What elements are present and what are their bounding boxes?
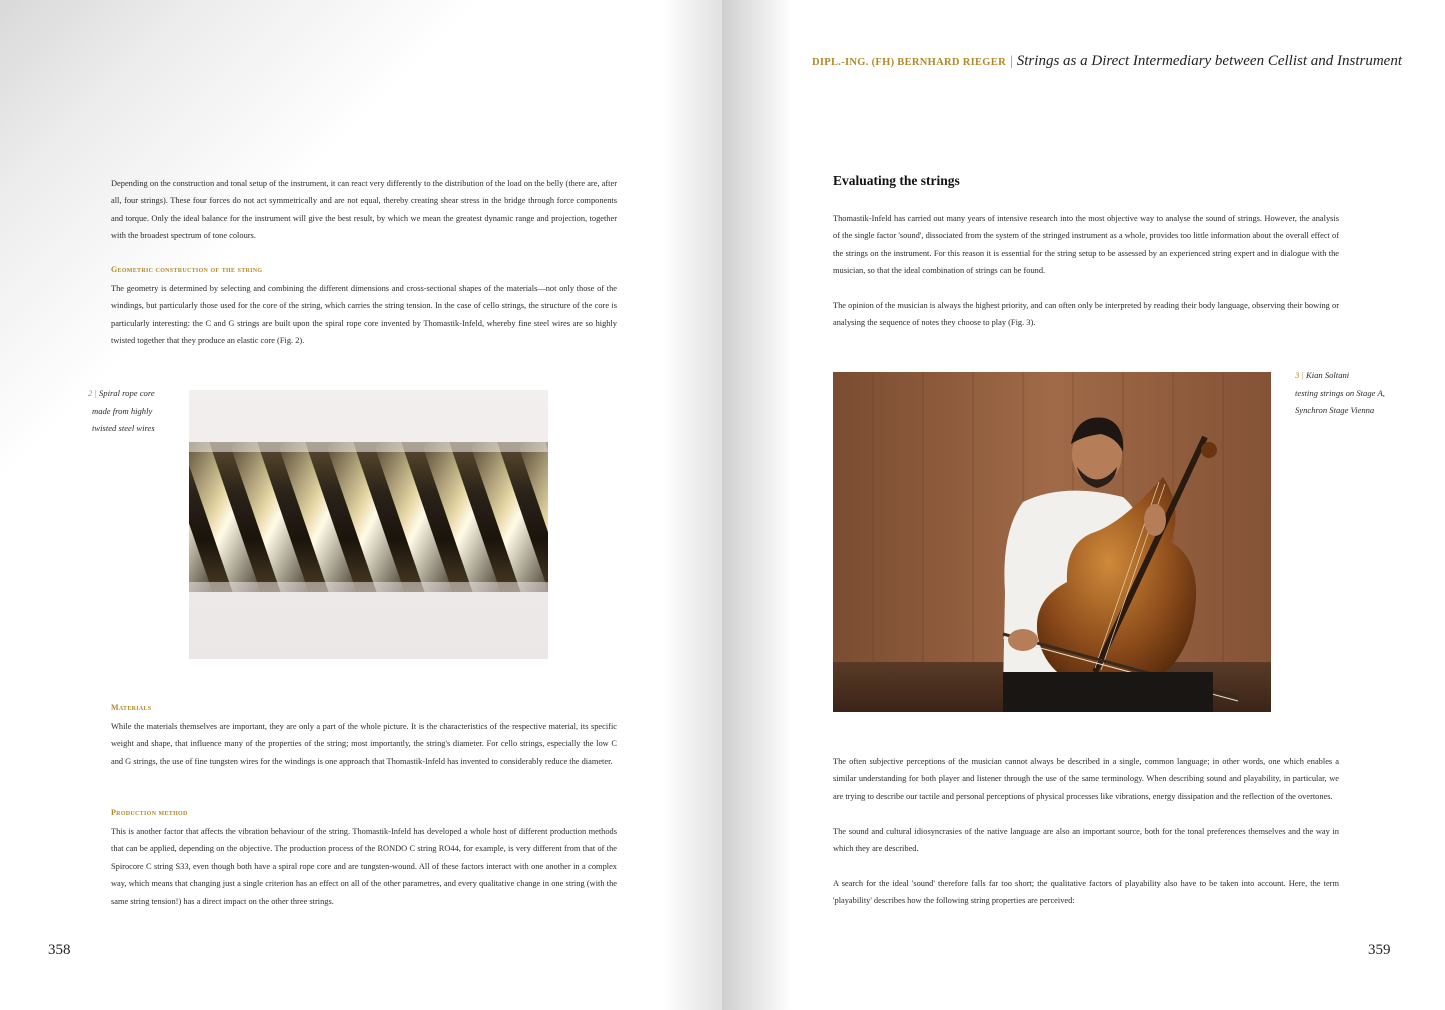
figure2-caption-line1: Spiral rope core bbox=[98, 388, 155, 398]
materials-paragraph: While the materials themselves are important, they are only a part of the whole picture. It is the characteristics of the respective material, its specific weight and shape, that influence many of the properties of the string; most importantly, the string's diameter. For cello strings, especially the low C and G strings, the use of fine tungsten wires for the windings is one approach that Thomastik-Infeld has invented to considerably reduce the diameter. bbox=[111, 722, 617, 766]
page-number-right: 359 bbox=[1368, 942, 1391, 958]
intro-paragraph: Depending on the construction and tonal setup of the instrument, it can react very differently to the distribution of the load on the belly (there are, after all, four strings). These four forces do not act symmetrically and are not equal, thereby creating shear stress in the bridge through force components and torque. Only the ideal balance for the instrument will give the best result, by which we mean the greatest dynamic range and projection, together with the broadest spectrum of tone colours. bbox=[111, 179, 617, 241]
figure3-caption-line3: Synchron Stage Vienna bbox=[1295, 405, 1375, 415]
running-header bbox=[812, 52, 1402, 70]
figure2-spiral-rope-image bbox=[189, 390, 548, 659]
left-page bbox=[0, 0, 722, 1010]
figure3-caption-line1: Kian Soltani bbox=[1305, 370, 1350, 380]
materials-heading: Materials bbox=[111, 703, 152, 712]
section-heading: Evaluating the strings bbox=[833, 173, 960, 188]
figure2-number: 2 bbox=[88, 388, 93, 398]
geometric-heading: Geometric construction of the string bbox=[111, 265, 263, 274]
header-author: DIPL.-ING. (FH) BERNHARD RIEGER bbox=[812, 57, 1006, 68]
production-paragraph: This is another factor that affects the vibration behaviour of the string. Thomastik-Infeld has developed a whole host of different production methods that can be applied, depending on the objective. The production process of the RONDO C string RO44, for example, is very different from that of the Spirocore C string S33, even though both have a spiral rope core and are tungsten-wound. All of these factors interact with one another in a complex way, which means that changing just a single criterion has an effect on all of the other parametres, and every qualitative change in one string (with the same string tension!) has a direct impact on the other three strings. bbox=[111, 827, 617, 906]
figure3-caption-line2: testing strings on Stage A, bbox=[1295, 387, 1385, 398]
right-page bbox=[722, 0, 1445, 1010]
figure3-cellist-photo bbox=[833, 372, 1271, 712]
page-number-left: 358 bbox=[48, 942, 71, 958]
cellist-illustration bbox=[833, 372, 1271, 712]
figure3-number: 3 bbox=[1295, 370, 1300, 380]
spiral-rope-illustration bbox=[189, 390, 548, 659]
paragraph-4: The sound and cultural idiosyncrasies of the native language are also an important source, both for the tonal preferences themselves and the way in which they are described. bbox=[833, 827, 1339, 854]
figure3-caption: 3 | Kian Soltani testing strings on Stage A, Synchron Stage Vienna bbox=[1295, 370, 1385, 415]
paragraph-1: Thomastik-Infeld has carried out many years of intensive research into the most objective way to analyse the sound of strings. However, the analysis of the single factor 'sound', dissociated from the system of the stringed instrument as a whole, provides too little information about the overall effect of the strings on the instrument. For this reason it is essential for the string setup to be assessed by an experienced string expert and in dialogue with the musician, so that the ideal combination of strings can be found. bbox=[833, 214, 1339, 276]
paragraph-5: A search for the ideal 'sound' therefore falls far too short; the qualitative factors of playability also have to be taken into account. Here, the term 'playability' describes how the following string properties are perceived: bbox=[833, 879, 1339, 906]
figure2-caption: 2 | Spiral rope core made from highly twisted steel wires bbox=[88, 388, 155, 433]
header-title: Strings as a Direct Intermediary between Cellist and Instrument bbox=[1016, 53, 1402, 69]
geometric-paragraph: The geometry is determined by selecting and combining the different dimensions and cross-sectional shapes of the materials—not only those of the windings, but particularly those used for the core of the string, which carries the string tension. In the case of cello strings, the structure of the core is particularly interesting: the C and G strings are built upon the spiral rope core invented by Thomastik-Infeld, whereby fine steel wires are so highly twisted together that they produce an elastic core (Fig. 2). bbox=[111, 284, 617, 346]
paragraph-2: The opinion of the musician is always the highest priority, and can often only be interpreted by reading their body language, observing their bowing or analysing the sequence of notes they choose to play (Fig. 3). bbox=[833, 301, 1339, 328]
figure2-caption-line3: twisted steel wires bbox=[92, 423, 155, 433]
paragraph-3: The often subjective perceptions of the musician cannot always be described in a single, common language; in other words, one which enables a similar understanding for both player and listener through the use of the same terminology. When describing sound and playability, in particular, we are trying to describe our tactile and personal perceptions of physical processes like vibrations, energy dissipation and the reflection of the overtones. bbox=[833, 757, 1339, 801]
production-heading: Production method bbox=[111, 808, 188, 817]
header-separator: | bbox=[1009, 54, 1013, 69]
figure2-caption-line2: made from highly bbox=[92, 405, 153, 416]
